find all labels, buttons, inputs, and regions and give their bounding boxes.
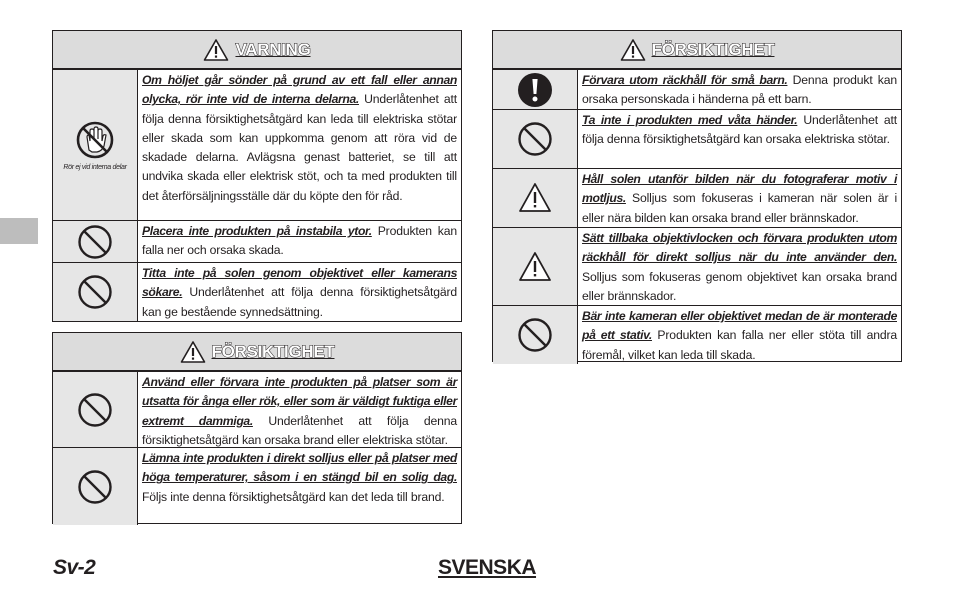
- warning-row: [53, 220, 461, 262]
- caution-row: [493, 227, 901, 305]
- row-body: Solljus som fokuseras i kameran när solen är i eller nära bilden kan orsaka brand eller brännskador.: [582, 191, 897, 225]
- row-emphasis: Håll solen utanför bilden när du fotograferar motiv i motljus.: [582, 172, 897, 206]
- row-emphasis: Bär inte kameran eller objektivet medan de är monterade på ett stativ.: [582, 309, 897, 343]
- do-not-touch-icon: [75, 120, 115, 160]
- row-text: [578, 169, 901, 227]
- row-emphasis: Om höljet går sönder på grund av ett fall eller annan olycka, rör inte vid de interna delarna.: [142, 73, 457, 107]
- warning-triangle-icon: [517, 250, 553, 284]
- icon-caption: Rör ej vid interna delar: [63, 163, 127, 171]
- warning-triangle-icon: [203, 38, 229, 62]
- caution-row: [53, 371, 461, 447]
- prohibited-icon: [517, 121, 553, 157]
- icon-cell: [53, 372, 138, 447]
- prohibited-icon: [517, 317, 553, 353]
- caution-row: [493, 305, 901, 364]
- row-text: [138, 70, 461, 220]
- caution-box-header: [493, 31, 901, 69]
- caution-box-title: FÖRSIKTIGHET: [651, 39, 775, 59]
- row-emphasis: Sätt tillbaka objektivlocken och förvara produkten utom räckhåll för direkt solljus när du inte använder den.: [582, 231, 897, 265]
- row-emphasis: Använd eller förvara inte produkten på platser som är utsatta för ånga eller rök, eller som är väldigt fuktiga eller extremt dammiga.: [142, 375, 457, 428]
- language-heading: SVENSKA: [438, 556, 537, 579]
- prohibited-icon: [77, 392, 113, 428]
- icon-cell: [493, 110, 578, 168]
- row-text: [578, 228, 901, 305]
- prohibited-icon: [77, 469, 113, 505]
- row-body: Underlåtenhet att följa denna försiktighetsåtgärd kan orsaka brand eller elektriska stötar.: [142, 413, 457, 447]
- caution-box-right: [492, 30, 902, 362]
- icon-cell: [493, 169, 578, 227]
- caution-box-title: FÖRSIKTIGHET: [211, 341, 335, 361]
- caution-row: [493, 109, 901, 168]
- warning-row: [53, 69, 461, 220]
- row-emphasis: Placera inte produkten på instabila ytor.: [142, 224, 372, 238]
- row-body: Produkten kan falla ner eller stöta till andra föremål, vilket kan leda till skada.: [582, 328, 897, 362]
- prohibited-icon: [77, 224, 113, 260]
- row-text: [578, 306, 901, 364]
- row-text: [578, 70, 901, 109]
- row-body: Underlåtenhet att följa denna försiktighetsåtgärd kan ge bestående synnedsättning.: [142, 285, 457, 319]
- row-body: Följs inte denna försiktighetsåtgärd kan det leda till brand.: [142, 489, 445, 504]
- row-body: Produkten kan falla ner och orsaka skada.: [142, 224, 457, 258]
- row-text: [138, 263, 461, 321]
- icon-cell: [493, 70, 578, 109]
- row-body: Solljus som fokuseras genom objektivet kan orsaka brand eller brännskador.: [582, 269, 897, 303]
- mandatory-exclamation-icon: [517, 72, 553, 108]
- row-body: Underlåtenhet att följa denna försiktighetsåtgärd kan orsaka elektriska stötar.: [582, 113, 897, 147]
- section-tab-marker: [0, 218, 38, 244]
- caution-row: [493, 168, 901, 227]
- icon-cell: [53, 221, 138, 262]
- warning-box-title: VARNING: [235, 39, 311, 59]
- caution-row: [53, 447, 461, 525]
- caution-box-left: [52, 332, 462, 524]
- row-body: Underlåtenhet att följa denna försiktighetsåtgärd kan leda till elektriska stötar eller skada som kan uppkomma genom att röra vid de skadade delarna. Avlägsna genast batteriet, se till att undvika skada eller elektrisk stöt, och ta med produkten till det återförsäljningsställe där du köpte den för råd.: [142, 92, 457, 203]
- row-emphasis: Förvara utom räckhåll för små barn.: [582, 73, 788, 87]
- icon-cell: [493, 306, 578, 364]
- warning-triangle-icon: [180, 340, 206, 364]
- warning-triangle-icon: [620, 38, 646, 62]
- row-text: [578, 110, 901, 168]
- row-emphasis: Ta inte i produkten med våta händer.: [582, 113, 798, 127]
- page-number: Sv-2: [53, 556, 96, 579]
- warning-box-header: [53, 31, 461, 69]
- warning-row: [53, 262, 461, 321]
- row-body: Denna produkt kan orsaka personskada i händerna på ett barn.: [582, 73, 897, 107]
- row-text: [138, 372, 461, 447]
- caution-row: [493, 69, 901, 109]
- caution-box-header: [53, 333, 461, 371]
- icon-cell: [493, 228, 578, 305]
- row-text: [138, 448, 461, 525]
- icon-cell: [53, 448, 138, 525]
- icon-cell: [53, 70, 138, 220]
- row-text: [138, 221, 461, 262]
- warning-box: [52, 30, 462, 322]
- warning-triangle-icon: [517, 181, 553, 215]
- row-emphasis: Lämna inte produkten i direkt solljus eller på platser med höga temperaturer, såsom i en stängd bil en solig dag.: [142, 451, 457, 485]
- prohibited-icon: [77, 274, 113, 310]
- icon-cell: [53, 263, 138, 321]
- row-emphasis: Titta inte på solen genom objektivet eller kamerans sökare.: [142, 266, 457, 300]
